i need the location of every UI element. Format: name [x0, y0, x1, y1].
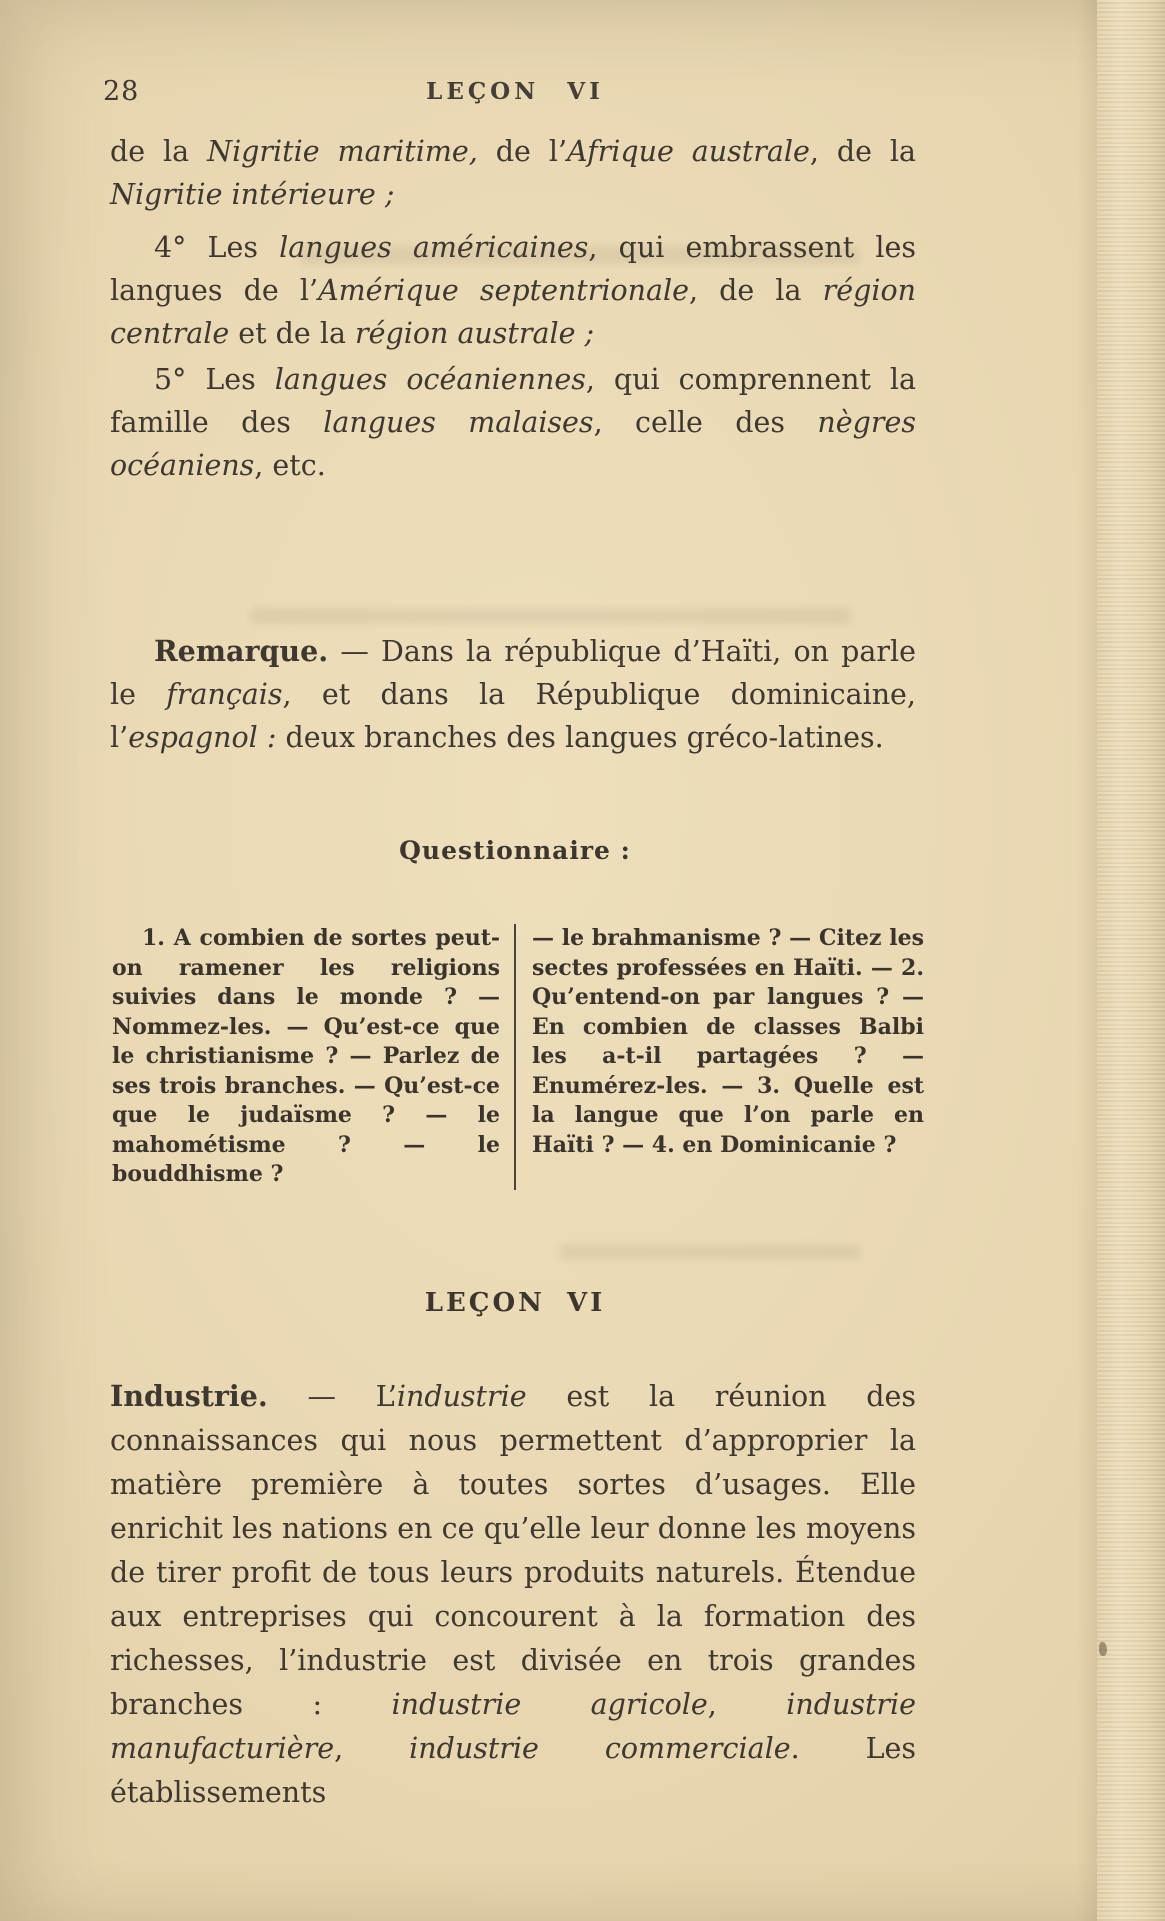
questionnaire-left-text: 1. A combien de sortes peut-on ramener les religions suivies dans le monde ? — Nommez-les. — Qu’est-ce que le christianisme ? — Parlez de ses trois branches. — Qu’est-ce que le judaïsme ? — le mahométisme ? — le bouddhisme ? [112, 925, 500, 1187]
show-through-smudge [560, 1245, 860, 1259]
questionnaire-right-text: — le brahmanisme ? — Citez les sectes professées en Haïti. — 2. Qu’entend-on par langues ? — En combien de classes Balbi les a-t-il partagées ? — Enumérez-les. — 3. Quelle est la langue que l’on parle en Haïti ? — 4. en Dominicanie ? [532, 925, 924, 1158]
questionnaire-right-column [516, 924, 924, 1190]
paragraph-nigritie: de la Nigritie maritime, de l’Afrique australe, de la Nigritie intérieure ; [110, 135, 916, 211]
questionnaire-left-column [112, 924, 516, 1190]
paper-speck [1099, 1642, 1107, 1656]
paragraph-langues-oceaniennes: 5° Les langues océaniennes, qui comprennent la famille des langues malaises, celle des nègres océaniens, etc. [110, 363, 917, 482]
paragraph-langues-americaines: 4° Les langues américaines, qui embrassent les langues de l’Amérique septentrionale, de la région centrale et de la région australe ; [110, 231, 916, 350]
paragraph-remarque: Remarque. — Dans la république d’Haïti, on parle le français, et dans la République dominicaine, l’espagnol : deux branches des langues gréco-latines. [110, 634, 916, 754]
questionnaire-heading: Questionnaire : [399, 836, 631, 865]
questionnaire-columns [112, 924, 924, 1190]
book-fore-edge [1097, 0, 1165, 1921]
running-header: LEÇON VI [426, 78, 604, 105]
page-number: 28 [103, 76, 140, 107]
show-through-smudge [250, 608, 850, 624]
lesson-heading: LEÇON VI [424, 1288, 606, 1318]
paragraph-industrie: Industrie. — L’industrie est la réunion des connaissances qui nous permettent d’approprier la matière première à toutes sortes d’usages. Elle enrichit les nations en ce qu’elle leur donne les moyens de tirer profit de tous leurs produits naturels. Étendue aux entreprises qui concourent à la formation des richesses, l’industrie est divisée en trois grandes branches : industrie agricole, industrie manufacturière, industrie commerciale. Les établissements [110, 1379, 917, 1809]
